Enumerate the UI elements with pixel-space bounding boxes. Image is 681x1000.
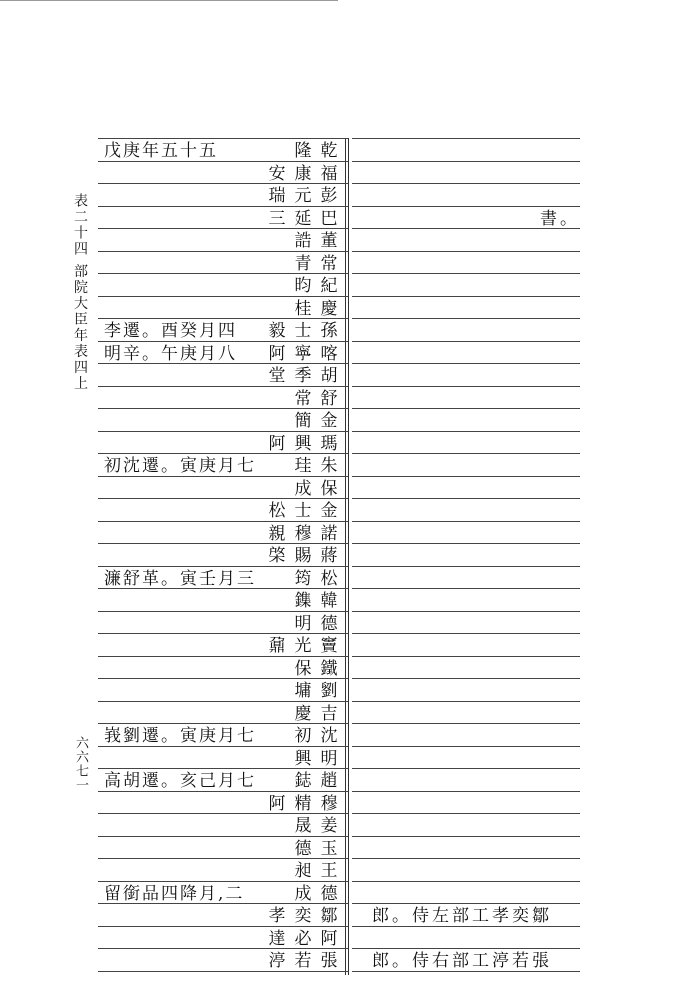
row-names	[264, 635, 342, 658]
name-char: 鐵	[320, 659, 338, 679]
name-char: 董	[320, 231, 338, 251]
name-char: 喀	[320, 344, 338, 364]
name-char: 親	[268, 524, 286, 544]
row-rule-right	[352, 476, 580, 477]
row-rule-right	[352, 656, 580, 657]
row-rule-right	[352, 611, 580, 612]
name-char: 毅	[268, 321, 286, 341]
name-char: 筠	[294, 569, 312, 589]
row-rule-right	[352, 566, 580, 567]
name-char: 瑪	[320, 434, 338, 454]
row-left-note: 戊庚年五十五	[104, 141, 218, 161]
row-rule-right	[352, 386, 580, 387]
name-char: 季	[294, 366, 312, 386]
row-names	[290, 253, 342, 276]
name-char: 瑞	[268, 186, 286, 206]
name-char: 必	[294, 929, 312, 949]
row-rule-right	[352, 903, 580, 904]
name-char: 興	[294, 434, 312, 454]
row-rule-right	[352, 633, 580, 634]
name-char: 誥	[294, 231, 312, 251]
name-char: 巴	[320, 209, 338, 229]
name-char: 明	[320, 749, 338, 769]
name-char: 福	[320, 164, 338, 184]
name-char: 賜	[294, 546, 312, 566]
row-rule-right	[352, 453, 580, 454]
name-char: 德	[294, 839, 312, 859]
row-rule-right	[352, 723, 580, 724]
row-rule-right	[352, 521, 580, 522]
name-char: 劉	[320, 681, 338, 701]
name-char: 阿	[320, 929, 338, 949]
name-char: 昶	[294, 861, 312, 881]
name-char: 德	[320, 884, 338, 904]
row-names	[290, 680, 342, 703]
row-rule-right	[352, 341, 580, 342]
top-rule	[0, 0, 338, 1]
name-char: 吉	[320, 704, 338, 724]
name-char: 明	[294, 614, 312, 634]
row-rule-right	[352, 746, 580, 747]
name-char: 寧	[294, 344, 312, 364]
side-title: 表二十四 部院大臣年表四上	[72, 193, 88, 392]
row-rule-right	[352, 183, 580, 184]
row-names	[264, 365, 342, 388]
name-char: 常	[294, 389, 312, 409]
row-rule-right	[352, 881, 580, 882]
name-char: 趙	[320, 771, 338, 791]
name-char: 諾	[320, 524, 338, 544]
row-left-note: 李遷。酉癸月四	[104, 321, 237, 341]
row-rule-right	[352, 161, 580, 162]
name-char: 若	[294, 951, 312, 971]
column-divider-inner	[345, 138, 346, 975]
row-names	[290, 613, 342, 636]
name-char: 鄒	[320, 906, 338, 926]
name-char: 奕	[294, 906, 312, 926]
row-names	[290, 770, 342, 793]
name-char: 蔣	[320, 546, 338, 566]
name-char: 初	[294, 726, 312, 746]
name-char: 隆	[294, 141, 312, 161]
row-rule-right	[352, 138, 580, 139]
row-rule-right	[352, 431, 580, 432]
name-char: 孝	[268, 906, 286, 926]
row-rule-right	[352, 408, 580, 409]
row-names	[264, 545, 342, 568]
row-rule-right	[352, 588, 580, 589]
name-char: 棨	[268, 546, 286, 566]
row-right-note: 郎。侍左部工孝奕鄒	[372, 906, 552, 926]
name-char: 松	[268, 501, 286, 521]
name-char: 德	[320, 614, 338, 634]
name-char: 成	[294, 884, 312, 904]
name-char: 金	[320, 501, 338, 521]
row-rule-right	[352, 318, 580, 319]
name-char: 阿	[268, 344, 286, 364]
row-names	[290, 140, 342, 163]
name-char: 簡	[294, 411, 312, 431]
row-rule-right	[352, 791, 580, 792]
row-left-note: 高胡遷。亥己月七	[104, 771, 256, 791]
name-char: 精	[294, 794, 312, 814]
row-left-note: 初沈遷。寅庚月七	[104, 456, 256, 476]
row-rule-right	[352, 678, 580, 679]
row-names	[290, 478, 342, 501]
name-char: 晟	[294, 816, 312, 836]
name-char: 桂	[294, 299, 312, 319]
name-char: 胡	[320, 366, 338, 386]
name-char: 彭	[320, 186, 338, 206]
row-left-note: 濂舒革。寅壬月三	[104, 569, 256, 589]
row-rule-right	[352, 701, 580, 702]
name-char: 姜	[320, 816, 338, 836]
row-left-note: 明辛。午庚月八	[104, 344, 237, 364]
row-names	[290, 410, 342, 433]
row-names	[264, 185, 342, 208]
name-char: 阿	[268, 794, 286, 814]
row-names	[290, 703, 342, 726]
row-names	[290, 298, 342, 321]
name-char: 成	[294, 479, 312, 499]
row-rule-right	[352, 858, 580, 859]
row-left-note: 留銜品四降月,二	[104, 884, 245, 904]
name-char: 常	[320, 254, 338, 274]
row-names	[290, 725, 342, 748]
name-char: 孫	[320, 321, 338, 341]
row-names	[264, 928, 342, 951]
name-char: 沈	[320, 726, 338, 746]
row-names	[290, 838, 342, 861]
name-char: 堂	[268, 366, 286, 386]
name-char: 穆	[294, 524, 312, 544]
name-char: 保	[320, 479, 338, 499]
row-names	[290, 275, 342, 298]
row-names	[290, 883, 342, 906]
name-char: 士	[294, 321, 312, 341]
name-char: 紀	[320, 276, 338, 296]
row-names	[290, 455, 342, 478]
page-number: 六六七一	[73, 736, 88, 792]
row-rule-right	[352, 273, 580, 274]
name-char: 青	[294, 254, 312, 274]
row-rule-right	[352, 296, 580, 297]
name-char: 墉	[294, 681, 312, 701]
name-char: 乾	[320, 141, 338, 161]
row-names	[290, 388, 342, 411]
name-char: 昀	[294, 276, 312, 296]
name-char: 三	[268, 209, 286, 229]
row-names	[264, 523, 342, 546]
name-char: 玉	[320, 839, 338, 859]
row-rule-right	[352, 543, 580, 544]
row-rule	[98, 138, 348, 139]
name-char: 朱	[320, 456, 338, 476]
row-rule-right	[352, 948, 580, 949]
name-char: 延	[294, 209, 312, 229]
row-names	[264, 208, 342, 231]
row-names	[264, 163, 342, 186]
name-char: 鏶	[294, 591, 312, 611]
name-char: 穆	[320, 794, 338, 814]
row-names	[264, 500, 342, 523]
row-rule-right	[352, 498, 580, 499]
row-names	[264, 905, 342, 928]
name-char: 元	[294, 186, 312, 206]
row-names	[290, 590, 342, 613]
row-names	[290, 658, 342, 681]
row-names	[264, 320, 342, 343]
row-names	[290, 568, 342, 591]
name-char: 安	[268, 164, 286, 184]
row-right-note: 郎。侍右部工渟若張	[372, 951, 552, 971]
name-char: 張	[320, 951, 338, 971]
row-left-note: 峩劉遷。寅庚月七	[104, 726, 256, 746]
column-divider	[348, 138, 349, 975]
name-char: 韓	[320, 591, 338, 611]
row-names	[290, 860, 342, 883]
name-char: 渟	[268, 951, 286, 971]
name-char: 舒	[320, 389, 338, 409]
row-names	[290, 748, 342, 771]
name-char: 光	[294, 636, 312, 656]
row-names	[264, 433, 342, 456]
name-char: 鋕	[294, 771, 312, 791]
name-char: 鼐	[268, 636, 286, 656]
row-rule-right	[352, 363, 580, 364]
row-rule-right	[352, 813, 580, 814]
name-char: 珪	[294, 456, 312, 476]
name-char: 竇	[320, 636, 338, 656]
name-char: 慶	[294, 704, 312, 724]
name-char: 王	[320, 861, 338, 881]
name-char: 保	[294, 659, 312, 679]
row-rule-right	[352, 768, 580, 769]
name-char: 士	[294, 501, 312, 521]
row-names	[290, 815, 342, 838]
row-right-note: 書。	[540, 209, 580, 229]
name-char: 興	[294, 749, 312, 769]
row-names	[264, 343, 342, 366]
row-names	[264, 793, 342, 816]
name-char: 康	[294, 164, 312, 184]
row-names	[264, 950, 342, 973]
row-rule-right	[352, 206, 580, 207]
name-char: 松	[320, 569, 338, 589]
name-char: 慶	[320, 299, 338, 319]
name-char: 阿	[268, 434, 286, 454]
row-rule-right	[352, 836, 580, 837]
name-char: 達	[268, 929, 286, 949]
name-char: 金	[320, 411, 338, 431]
row-rule-right	[352, 251, 580, 252]
row-names	[290, 230, 342, 253]
